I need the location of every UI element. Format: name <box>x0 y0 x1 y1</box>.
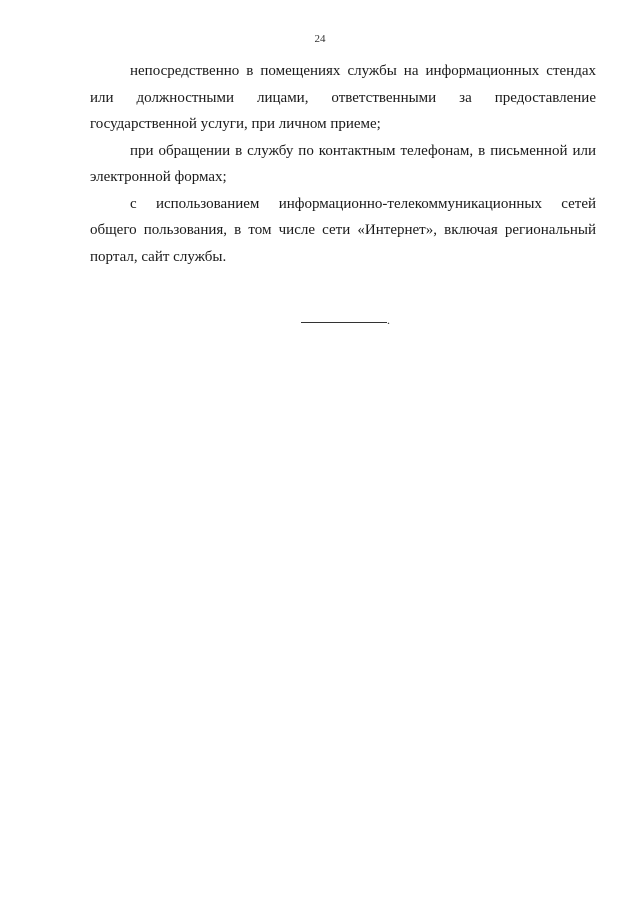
document-body <box>90 58 596 270</box>
end-of-document-rule <box>301 322 387 323</box>
page-number: 24 <box>314 33 326 45</box>
paragraph-in-person: непосредственно в помещениях службы на информационных стендах или должностными лицами, ответственными за предоставление государственной услуги, при личном приеме; <box>90 63 596 132</box>
paragraph-internet: с использованием информационно-телекоммуникационных сетей общего пользования, в том числе сети «Интернет», включая региональный портал, сайт службы. <box>90 195 596 265</box>
paragraph-phone-mail: при обращении в службу по контактным телефонам, в письменной или электронной формах; <box>90 142 596 185</box>
end-mark: . <box>387 313 390 327</box>
